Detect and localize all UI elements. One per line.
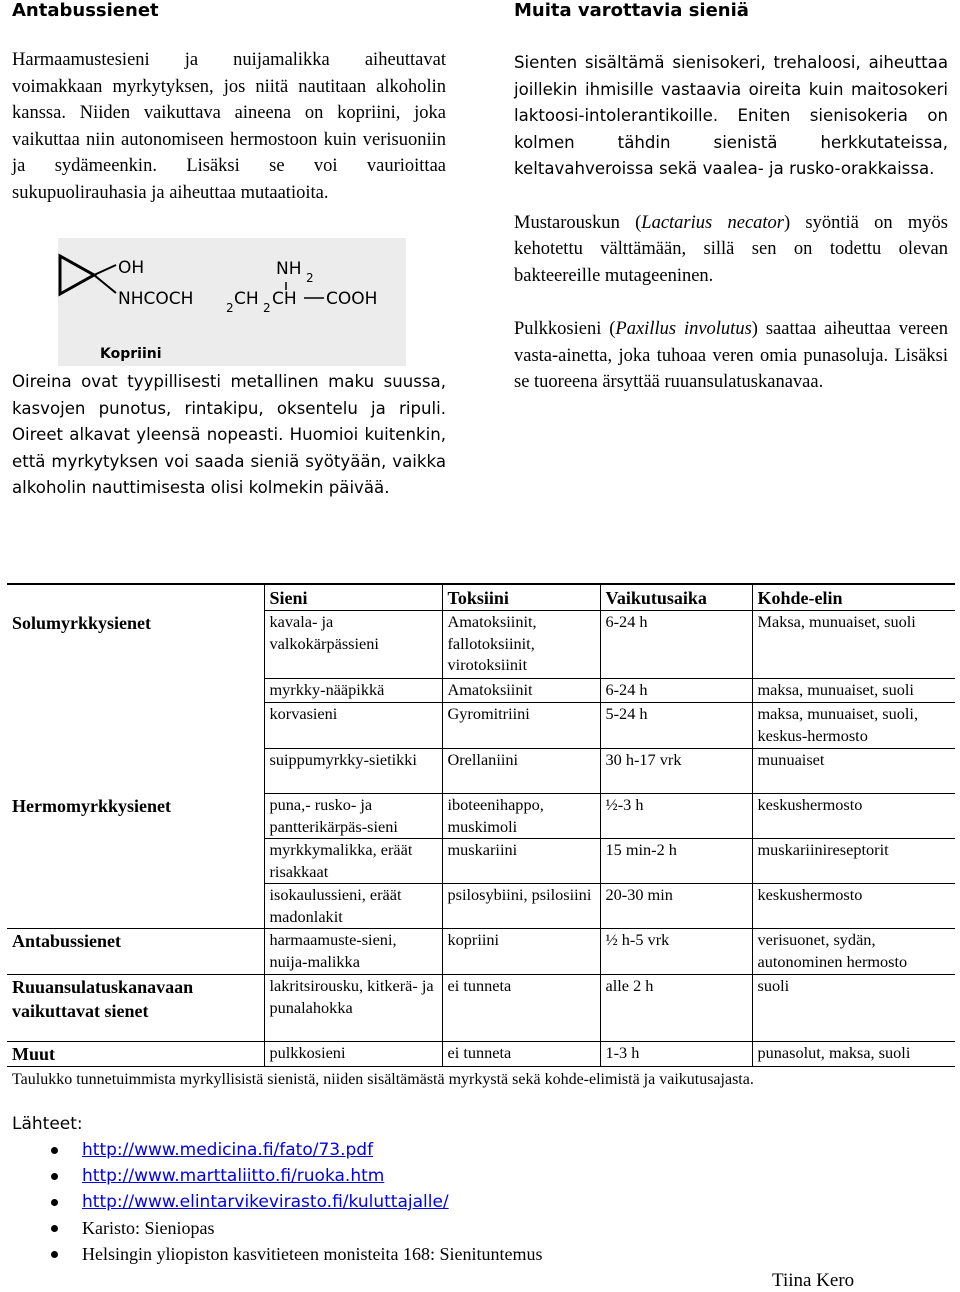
sources-section	[12, 1114, 542, 1267]
table-header-sieni: Sieni	[264, 584, 442, 611]
chain-label-3: CH	[272, 289, 297, 309]
table-cell: keskushermosto	[752, 794, 955, 839]
table-row	[7, 679, 955, 703]
table-cell: harmaamuste-sieni, nuija-malikka	[264, 929, 442, 975]
table-row	[7, 1042, 955, 1067]
table-cell: 6-24 h	[600, 679, 752, 703]
oh-label: OH	[118, 258, 145, 278]
group-antabus: Antabussienet	[7, 929, 264, 975]
table-cell: myrkky-nääpikkä	[264, 679, 442, 703]
table-cell: pulkkosieni	[264, 1042, 442, 1067]
source-karisto: Karisto: Sieniopas	[82, 1218, 215, 1238]
paxillus-paragraph	[514, 316, 948, 396]
table-cell: Maksa, munuaiset, suoli	[752, 611, 955, 679]
chain-label-4: COOH	[326, 289, 378, 309]
table-cell: kopriini	[442, 929, 600, 975]
list-item	[12, 1163, 542, 1189]
table-cell: muskariinireseptorit	[752, 839, 955, 884]
table-cell: alle 2 h	[600, 975, 752, 1042]
table-row	[7, 703, 955, 749]
lactarius-text-a: Mustarouskun (	[514, 212, 642, 233]
table-cell: 6-24 h	[600, 611, 752, 679]
paxillus-latin-name: Paxillus involutus	[615, 319, 752, 339]
table-cell: Orellaniini	[442, 749, 600, 794]
table-cell: ½-3 h	[600, 794, 752, 839]
table-header-kohde-elin: Kohde-elin	[752, 584, 955, 611]
sources-heading: Lähteet:	[12, 1114, 83, 1134]
mushroom-toxin-table	[7, 583, 955, 1067]
list-item	[12, 1241, 542, 1267]
table-cell: 30 h-17 vrk	[600, 749, 752, 794]
table-cell: korvasieni	[264, 703, 442, 749]
chain-subscript-1: 2	[226, 301, 234, 315]
table-cell: iboteenihappo, muskimoli	[442, 794, 600, 839]
table-cell: munuaiset	[752, 749, 955, 794]
table-header-toksiini: Toksiini	[442, 584, 600, 611]
antabus-heading: Antabussienet	[12, 0, 159, 21]
table-cell: verisuonet, sydän, autonominen hermosto	[752, 929, 955, 975]
table-cell: Amatoksiinit, fallotoksiinit, virotoksiinit	[442, 611, 600, 679]
group-muut: Muut	[7, 1042, 264, 1067]
bullet-icon	[51, 1251, 58, 1258]
table-header-row	[7, 584, 955, 611]
lactarius-paragraph	[514, 210, 948, 290]
sources-list	[12, 1137, 542, 1267]
table-cell: suoli	[752, 975, 955, 1042]
table-row	[7, 884, 955, 929]
table-cell: ei tunneta	[442, 1042, 600, 1067]
coprine-caption: Kopriini	[100, 346, 162, 362]
chain-label-1: NHCOCH	[118, 289, 194, 309]
nh2-label: NH	[276, 259, 302, 279]
table-cell: lakritsirousku, kitkerä- ja punalahokka	[264, 975, 442, 1042]
chain-subscript-2: 2	[263, 301, 271, 315]
bullet-icon	[51, 1225, 58, 1232]
bullet-icon	[51, 1199, 58, 1206]
table-cell: puna,- rusko- ja pantterikärpäs-sieni	[264, 794, 442, 839]
antabus-symptoms: Oireina ovat tyypillisesti metallinen maku suussa, kasvojen punotus, rintakipu, oksentelu ja ripuli. Oireet alkavat yleensä nopeasti. Huomioi kuitenkin, että myrkytyksen voi saada sieniä syötyään, vaikka alkoholin nauttimisesta olisi kolmekin päivää.	[12, 372, 446, 497]
table-cell: suippumyrkky-sietikki	[264, 749, 442, 794]
table-cell: punasolut, maksa, suoli	[752, 1042, 955, 1067]
table-cell: psilosybiini, psilosiini	[442, 884, 600, 929]
antabus-intro: Harmaamustesieni ja nuijamalikka aiheuttavat voimakkaan myrkytyksen, jos niitä nautitaan alkoholin kanssa. Niiden vaikuttava aineena on kopriini, joka vaikuttaa niin autonomiseen hermostoon kuin verisuoniin ja sydämeenkin. Lisäksi se voi vaurioittaa sukupuolirauhasia ja aiheuttaa mutaatioita.	[12, 50, 446, 203]
table-cell: keskushermosto	[752, 884, 955, 929]
table-cell: myrkkymalikka, eräät risakkaat	[264, 839, 442, 884]
author-name: Tiina Kero	[772, 1270, 855, 1291]
table-cell: maksa, munuaiset, suoli	[752, 679, 955, 703]
lactarius-latin-name: Lactarius necator	[641, 212, 784, 233]
paxillus-text-b: ) saattaa aiheuttaa vereen vasta-ainetta, joka tuhoaa veren omia punasoluja. Lisäksi se tuoreena ärsyttää ruuansulatuskanavaa.	[514, 319, 948, 392]
list-item	[12, 1215, 542, 1241]
table-row	[7, 794, 955, 839]
table-row	[7, 839, 955, 884]
group-solumyrkky: Solumyrkkysienet	[12, 612, 152, 633]
table-row	[7, 929, 955, 975]
table-cell: 5-24 h	[600, 703, 752, 749]
table-cell: 1-3 h	[600, 1042, 752, 1067]
table-header-vaikutusaika: Vaikutusaika	[600, 584, 752, 611]
nh2-subscript: 2	[306, 271, 314, 285]
table-row	[7, 611, 955, 679]
source-link-elintarvikevirasto[interactable]: http://www.elintarvikevirasto.fi/kuluttajalle/	[82, 1192, 449, 1212]
table-cell: kavala- ja valkokärpässieni	[264, 611, 442, 679]
group-hermomyrkky: Hermomyrkkysienet	[12, 795, 171, 816]
table-cell: isokaulussieni, eräät madonlakit	[264, 884, 442, 929]
source-link-marttaliitto[interactable]: http://www.marttaliitto.fi/ruoka.htm	[82, 1166, 385, 1186]
other-mushrooms-heading: Muita varottavia sieniä	[514, 0, 749, 21]
chain-label-2: CH	[234, 289, 259, 309]
list-item	[12, 1137, 542, 1163]
coprine-structure-image	[58, 238, 406, 366]
table-cell: ½ h-5 vrk	[600, 929, 752, 975]
right-column	[514, 0, 948, 396]
bullet-icon	[51, 1173, 58, 1180]
table-cell: 20-30 min	[600, 884, 752, 929]
lactarius-text-b: ) syöntiä on myös kehotettu välttämään, sillä sen on todettu olevan bakteereille mutageeninen.	[514, 212, 948, 286]
trehalose-paragraph: Sienten sisältämä sienisokeri, trehaloosi, aiheuttaa joillekin ihmisille vastaavia oireita kuin maitosokeri laktoosi-intolerantikoille. Eniten sienisokeria on kolmen tähdin sienistä herkkutateissa, keltavahveroissa sekä vaalea- ja rusko-orakkaissa.	[514, 53, 948, 178]
group-ruuansulatus: Ruuansulatuskanavaan vaikuttavat sienet	[7, 975, 264, 1042]
list-item	[12, 1189, 542, 1215]
table-header-corner	[7, 584, 264, 611]
source-helsinki: Helsingin yliopiston kasvitieteen monisteita 168: Sienituntemus	[82, 1244, 543, 1264]
bullet-icon	[51, 1147, 58, 1154]
table-row	[7, 749, 955, 794]
table-row	[7, 975, 955, 1042]
table-caption: Taulukko tunnetuimmista myrkyllisistä sienistä, niiden sisältämästä myrkystä sekä kohde-elimistä ja vaikutusajasta.	[12, 1071, 754, 1088]
table-cell: Gyromitriini	[442, 703, 600, 749]
source-link-medicina[interactable]: http://www.medicina.fi/fato/73.pdf	[82, 1140, 374, 1160]
paxillus-text-a: Pulkkosieni (	[514, 319, 616, 339]
table-cell: muskariini	[442, 839, 600, 884]
table-cell: maksa, munuaiset, suoli, keskus-hermosto	[752, 703, 955, 749]
table-cell: 15 min-2 h	[600, 839, 752, 884]
table-cell: Amatoksiinit	[442, 679, 600, 703]
left-column	[12, 0, 446, 206]
table-cell: ei tunneta	[442, 975, 600, 1042]
